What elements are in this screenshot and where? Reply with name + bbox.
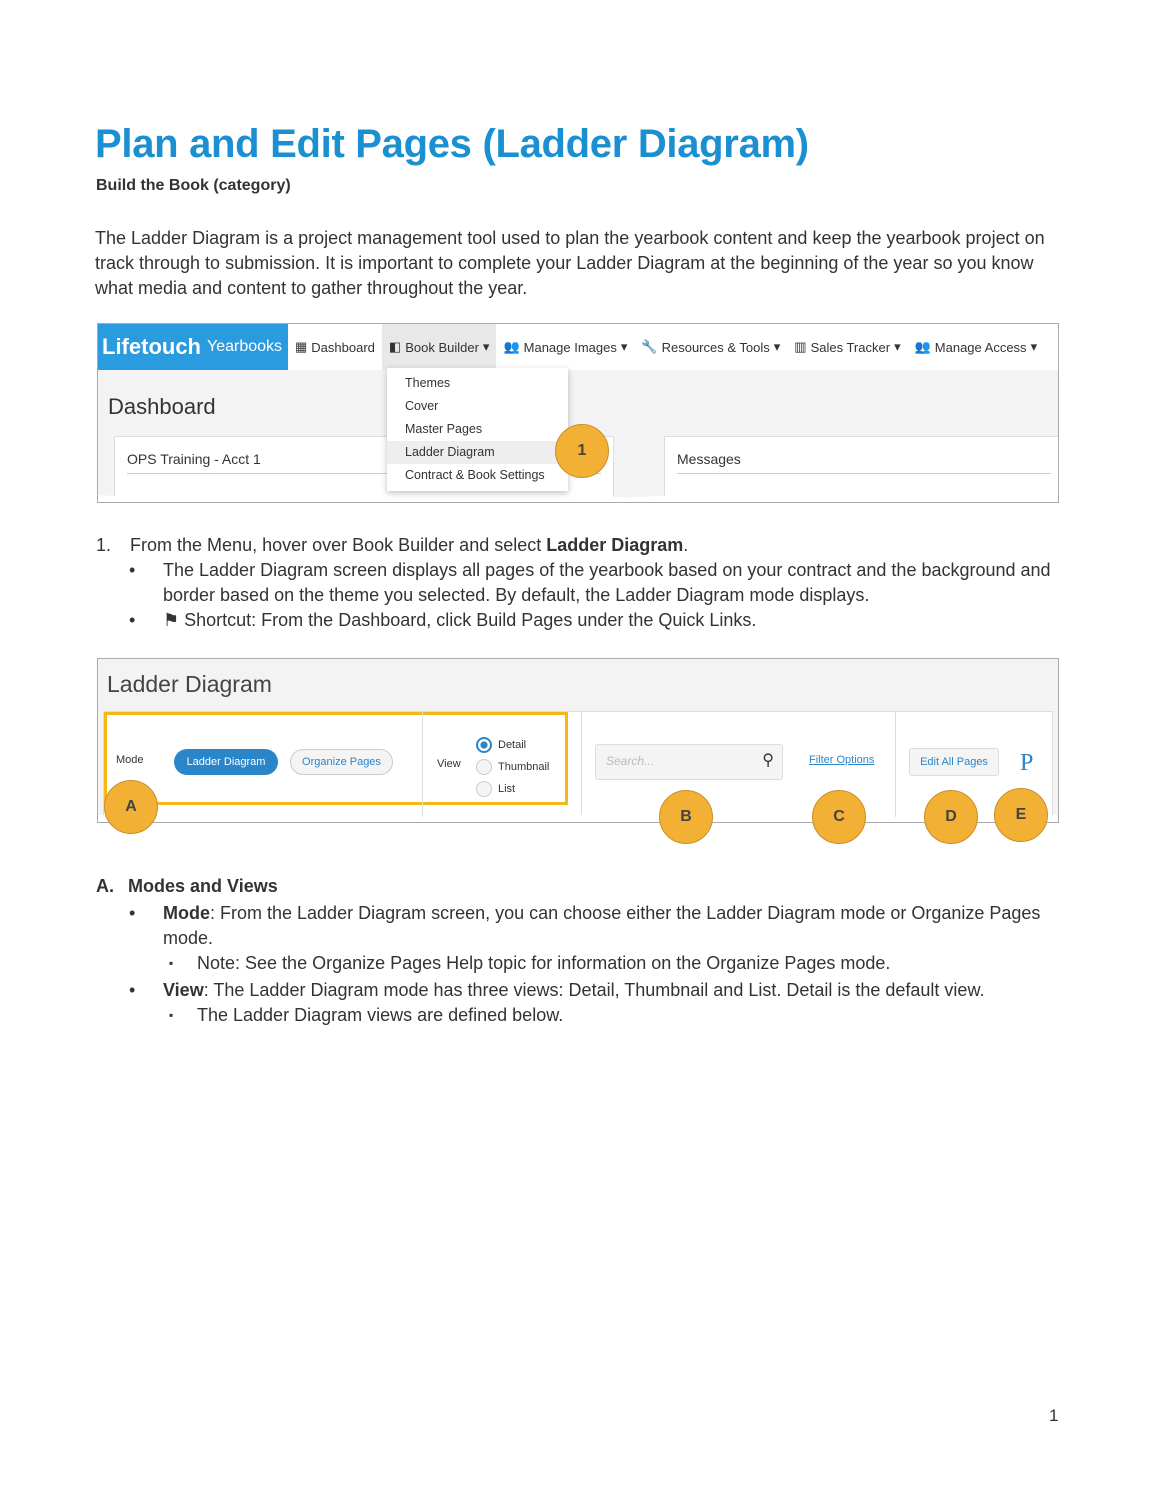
nav-manage-images[interactable] [496,324,634,370]
menu-screenshot [97,323,1059,503]
caret-icon: ▾ [773,339,781,354]
caret-icon: ▾ [482,339,490,354]
step-text: From the Menu, hover over Book Builder and select [130,535,547,555]
search-input[interactable] [595,744,783,780]
nav-label: Sales Tracker [810,339,891,355]
callout-badge-a: A [104,780,158,834]
bullet-text: : From the Ladder Diagram screen, you can choose either the Ladder Diagram mode or Organize Pages mode. [163,903,1041,948]
sub-bullet: ▪ Note: See the Organize Pages Help topic for information on the Organize Pages mode. [197,951,1057,976]
edit-all-pages-button[interactable]: Edit All Pages [909,748,999,776]
menu-item-cover[interactable]: Cover [405,399,439,413]
bullet-text: : The Ladder Diagram mode has three views: Detail, Thumbnail and List. Detail is the default view. [203,980,985,1000]
page-title: Plan and Edit Pages (Ladder Diagram) [95,122,809,166]
filter-options-link[interactable]: Filter Options [809,754,875,766]
ladder-toolbar-screenshot [97,658,1059,823]
users-icon: 👥 [914,339,931,354]
section-a-heading [96,874,278,899]
toolbar [103,711,1053,821]
menu-item-ladder-diagram[interactable]: Ladder Diagram [387,441,568,464]
page-number: 1 [1049,1406,1059,1425]
section-title: Modes and Views [128,876,278,896]
search-icon[interactable]: ⚲ [762,752,774,769]
caret-icon: ▾ [894,339,901,354]
callout-badge-c: C [812,790,866,844]
menu-item-master-pages[interactable]: Master Pages [405,422,483,436]
logo-text: Lifetouch [102,334,201,359]
step-1 [96,533,1056,558]
nav-sales-tracker[interactable] [787,324,907,370]
caret-icon: ▾ [1030,339,1038,354]
flag-icon: ⚑ [163,610,185,630]
nav-dashboard[interactable] [288,324,382,370]
radio-checked[interactable] [476,737,492,753]
users-icon: 👥 [503,339,520,354]
radio-unchecked[interactable] [476,781,492,797]
section-label: A. [96,876,114,896]
search-placeholder: Search... [606,754,655,768]
nav-label: Manage Access [934,339,1027,355]
ladder-diagram-mode-button[interactable]: Ladder Diagram [174,749,278,775]
bullet-bold: Mode [163,903,210,923]
menu-item-contract-settings[interactable]: Contract & Book Settings [405,468,545,482]
book-builder-dropdown [387,368,568,491]
chart-icon: ▥ [794,339,807,354]
top-nav [98,324,1058,370]
dashboard-heading: Dashboard [108,394,216,419]
bullet-item: • The Ladder Diagram screen displays all pages of the yearbook based on your contract and the background and border based on the theme you selected. By default, the Ladder Diagram mode displays. [163,558,1063,608]
view-option-detail[interactable] [476,734,549,756]
caret-icon: ▾ [620,339,628,354]
category-label: Build the Book (category) [96,177,291,194]
nav-label: Resources & Tools [661,339,770,355]
callout-badge-1: 1 [555,424,609,478]
dashboard-icon: ▦ [295,339,308,354]
bullet-text: Shortcut: From the Dashboard, click Build Pages under the Quick Links. [184,610,757,630]
step-end: . [683,535,689,555]
callout-badge-d: D [924,790,978,844]
card-title: OPS Training - Acct 1 [127,451,601,474]
nav-resources-tools[interactable] [634,324,787,370]
book-icon: ◧ [388,339,402,354]
card-title: Messages [677,451,1051,474]
radio-label: Detail [498,739,527,751]
nav-label: Manage Images [523,339,617,355]
mode-label: Mode [116,754,144,766]
ladder-heading: Ladder Diagram [107,671,272,697]
bullet-view [163,978,1063,1003]
logo[interactable] [98,324,288,370]
intro-paragraph: The Ladder Diagram is a project management tool used to plan the yearbook content and keep the yearbook project on track through to submission. It is important to complete your Ladder Diagram at the beginning of the year so you know what media and content to gather throughout the year. [95,228,1045,298]
step-number: 1. [96,535,112,555]
sub-bullet: ▪ The Ladder Diagram views are defined below. [197,1003,1057,1028]
organize-pages-mode-button[interactable]: Organize Pages [290,749,393,775]
radio-label: Thumbnail [498,761,550,773]
radio-unchecked[interactable] [476,759,492,775]
wrench-icon: 🔧 [641,339,658,354]
bullet-mode [163,901,1043,951]
nav-manage-access[interactable] [908,324,1045,370]
logo-sub: Yearbooks [207,338,283,355]
view-option-thumbnail[interactable] [476,756,549,778]
step-bold: Ladder Diagram [546,535,684,555]
radio-label: List [498,783,516,795]
bullet-item [163,608,1063,633]
callout-badge-b: B [659,790,713,844]
view-label: View [437,758,461,770]
view-radio-group [476,734,549,800]
p-icon[interactable]: P [1020,750,1034,776]
nav-label: Book Builder [405,339,479,355]
menu-item-themes[interactable]: Themes [405,376,451,390]
nav-label: Dashboard [311,339,375,355]
bullet-bold: View [163,980,204,1000]
messages-card [664,436,1059,503]
nav-book-builder[interactable] [382,324,497,370]
callout-badge-e: E [994,788,1048,842]
view-option-list[interactable] [476,778,549,800]
